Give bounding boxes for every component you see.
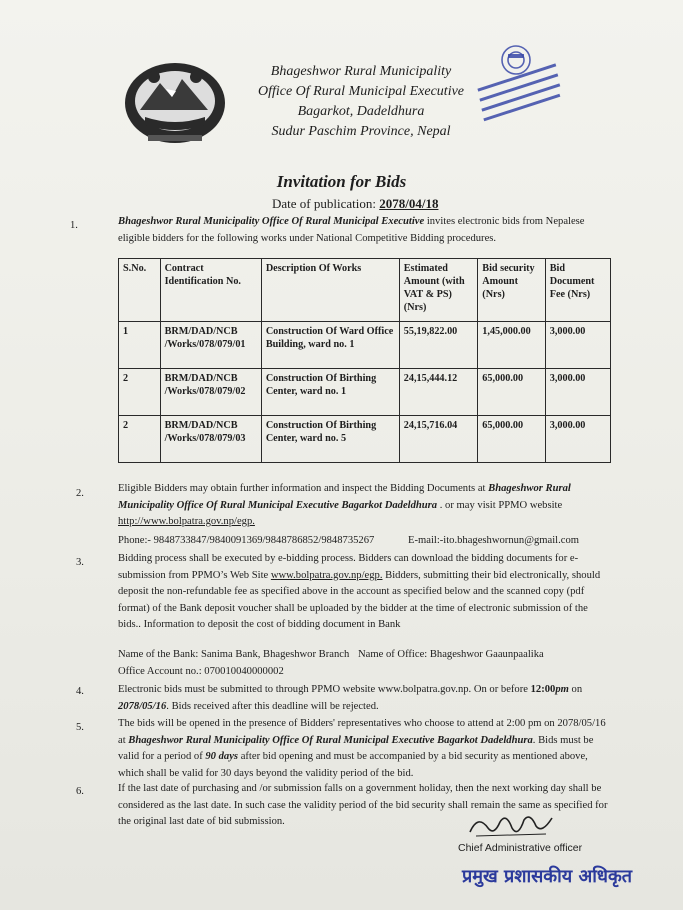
item-5-text (118, 716, 618, 782)
office-stamp-icon (468, 30, 566, 128)
header-line-4: Sudur Paschim Province, Nepal (271, 124, 451, 139)
table-row (119, 369, 611, 416)
item-5-l3b: 90 days (205, 751, 239, 762)
table-cell: 65,000.00 (478, 369, 545, 416)
item-4-number: 4. (76, 686, 84, 697)
table-cell: 1 (119, 322, 161, 369)
item-2-t2: . or may visit PPMO website (437, 499, 563, 511)
page-title: Invitation for Bids (276, 172, 407, 191)
item-2-t2b: Municipality Office Of Rural Municipal Executive Bagarkot Dadeldhura (118, 499, 438, 511)
item-3-number: 3. (76, 557, 84, 568)
nepali-title: प्रमुख प्रशासकीय अधिकृत (462, 866, 633, 887)
item-1-text1: invites electronic bids from Nepalese (424, 216, 585, 227)
item-3-text (118, 551, 618, 634)
header-line-1: Bhageshwor Rural Municipality (270, 64, 452, 79)
item-6-line-2: considered as the last date. In such case the validity period of the bid security shall remain the same as specified for (118, 799, 608, 811)
table-header: S.No. (119, 259, 161, 322)
item-3-line-2a: submission from PPMO’s Web Site (118, 569, 271, 581)
table-cell: 3,000.00 (545, 416, 610, 463)
item-5-line-1: The bids will be opened in the presence of Bidders' representatives who choose to attend at 2:00 pm on 2078/05/16 (118, 718, 606, 729)
item-4-pm: pm (555, 684, 569, 695)
table-cell: Construction Of Ward Office Building, ward no. 1 (261, 322, 399, 369)
table-cell: 24,15,716.04 (399, 416, 478, 463)
item-6-line-1: If the last date of purchasing and /or submission falls on a government holiday, then the next working day shall be (118, 783, 602, 794)
chief-officer-title: Chief Administrative officer (458, 842, 583, 854)
publication-date-value: 2078/04/18 (379, 196, 439, 211)
item-2-t1: Eligible Bidders may obtain further information and inspect the Bidding Documents at (118, 483, 489, 494)
header-line-2: Office Of Rural Municipal Executive (257, 84, 465, 99)
item-5-l2c: . Bids must be (532, 734, 594, 746)
table-row (119, 416, 611, 463)
item-5-l3c: after bid opening and must be accompanied by a bid security as mentioned above, (238, 751, 588, 762)
table-cell: BRM/DAD/NCB /Works/078/079/03 (160, 416, 261, 463)
bolpatra-link[interactable]: www.bolpatra.gov.np/egp. (270, 569, 383, 581)
item-4-time: 12:00 (530, 684, 556, 695)
table-header-row (119, 259, 611, 322)
table-cell: 3,000.00 (545, 322, 610, 369)
table-header: Bid Document Fee (Nrs) (545, 259, 610, 322)
table-header: Contract Identification No. (160, 259, 261, 322)
item-3-line-2b: Bidders, submitting their bid electronically, should (382, 569, 601, 581)
item-3-line-1: Bidding process shall be executed by e-bidding process. Bidders can download the bidding documents for e- (118, 553, 579, 564)
header-line-3: Bagarkot, Dadeldhura (297, 104, 425, 119)
item-4-l2b: . Bids received after this deadline will be rejected. (166, 700, 379, 712)
table-header: Estimated Amount (with VAT & PS) (Nrs) (399, 259, 478, 322)
item-2-number: 2. (76, 488, 84, 499)
office-header (246, 62, 476, 142)
table-cell: 1,45,000.00 (478, 322, 545, 369)
office-name: Name of Office: Bhageshwor Gaaunpaalika (358, 649, 544, 660)
item-3-line-3: deposit the non-refundable fee as specified above in the account as specified below and the scanned copy (pdf (118, 586, 585, 597)
item-5-l2b: Bhageshwor Rural Municipality Office Of Rural Municipal Executive Bagarkot Dadeldhura (128, 734, 533, 746)
item-2-email: E-mail:-ito.bhageshwornun@gmail.com (408, 535, 579, 546)
table-cell: 55,19,822.00 (399, 322, 478, 369)
table-header: Bid security Amount (Nrs) (478, 259, 545, 322)
table-cell: BRM/DAD/NCB /Works/078/079/02 (160, 369, 261, 416)
table-cell: 65,000.00 (478, 416, 545, 463)
table-cell: 3,000.00 (545, 369, 610, 416)
item-1-lead: Bhageshwor Rural Municipality Office Of Rural Municipal Executive (118, 216, 425, 227)
item-6-line-3: the original last date of bid submission. (118, 816, 285, 827)
item-2-t1b: Bhageshwor Rural (488, 483, 571, 494)
table-cell: Construction Of Birthing Center, ward no. 1 (261, 369, 399, 416)
municipality-emblem-icon (120, 55, 230, 147)
signature-icon (466, 808, 556, 844)
item-5-l2a: at (118, 734, 129, 746)
publication-date (272, 196, 438, 212)
publication-date-label: Date of publication: (272, 196, 380, 211)
item-2-phone: Phone:- 9848733847/9840091369/9848786852/9848735267 (118, 535, 375, 546)
item-3-line-5: bids.. Information to deposit the cost of bidding document in Bank (118, 619, 401, 630)
item-4-date: 2078/05/16 (118, 700, 167, 712)
item-4-l1a: Electronic bids must be submitted to through PPMO website www.bolpatra.gov.np. On or before (118, 684, 531, 695)
office-account: Office Account no.: 070010040000002 (118, 666, 284, 677)
item-5-l3a: valid for a period of (118, 751, 206, 762)
bids-table (118, 258, 611, 463)
table-cell: 24,15,444.12 (399, 369, 478, 416)
ppmo-egp-link[interactable]: http://www.bolpatra.gov.np/egp. (118, 516, 255, 527)
table-header: Description Of Works (261, 259, 399, 322)
item-2-text (118, 481, 618, 531)
item-1-number: 1. (70, 220, 78, 231)
item-1-text (118, 214, 618, 247)
table-cell: 2 (119, 416, 161, 463)
table-row (119, 322, 611, 369)
item-4-l1d: on (568, 684, 583, 695)
table-cell: 2 (119, 369, 161, 416)
table-cell: Construction Of Birthing Center, ward no. 5 (261, 416, 399, 463)
item-1-text2: eligible bidders for the following works under National Competitive Bidding procedures. (118, 232, 497, 244)
item-6-number: 6. (76, 786, 84, 797)
table-cell: BRM/DAD/NCB /Works/078/079/01 (160, 322, 261, 369)
item-5-line-4: which shall be valid for 30 days beyond the validity period of the bid. (118, 767, 414, 779)
item-3-line-4: format) of the Bank deposit voucher shall be uploaded by the bidder at the time of electronic submission of the (118, 602, 588, 614)
item-4-text (118, 682, 618, 715)
item-5-number: 5. (76, 722, 84, 733)
bank-name: Name of the Bank: Sanima Bank, Bhageshwor Branch (118, 649, 350, 660)
